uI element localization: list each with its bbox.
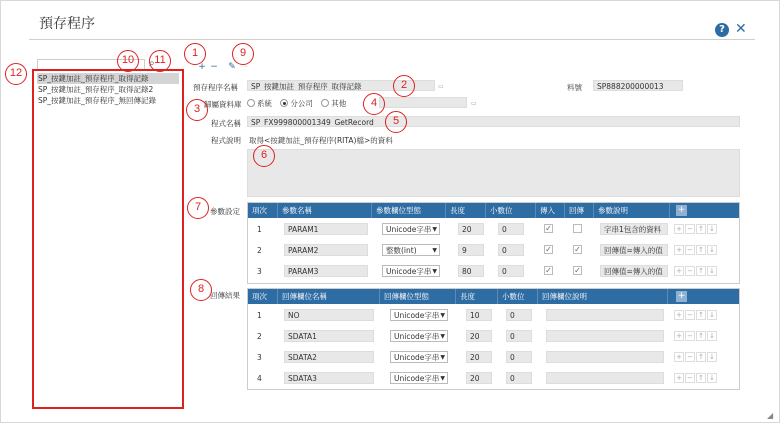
decimals-field[interactable]: 0 (506, 330, 532, 342)
proc-name-field[interactable]: SP_按鍵加註_預存程序_取得記錄 (247, 80, 435, 91)
radio-icon[interactable] (247, 99, 255, 107)
row-up-button[interactable]: ↑ (696, 352, 706, 362)
column-header: 小數位 (498, 289, 538, 304)
procedure-list-item[interactable]: SP_按鍵加註_預存程序_取得記錄 (37, 73, 179, 84)
row-number: 2 (257, 246, 262, 255)
column-header: 小數位 (486, 203, 536, 218)
add-result-button[interactable]: + (677, 291, 686, 301)
results-table-header (248, 289, 739, 304)
page-title: 預存程序 (39, 16, 95, 32)
column-header: 長度 (456, 289, 498, 304)
output-checkbox[interactable]: ✓ (574, 245, 581, 254)
decimals-field[interactable]: 0 (506, 351, 532, 363)
column-header: 回傳 (565, 203, 594, 218)
procedure-list (37, 73, 179, 106)
result-type-select[interactable] (390, 309, 448, 321)
param-name-field[interactable]: PARAM1 (284, 223, 368, 235)
chevron-down-icon: ▼ (432, 226, 437, 233)
column-header: 回傳欄位說明 (538, 289, 668, 304)
row-controls (674, 352, 718, 362)
table-row (248, 307, 739, 329)
row-down-button[interactable]: ↓ (707, 373, 717, 383)
add-param-button[interactable]: + (677, 205, 686, 215)
row-down-button[interactable]: ↓ (707, 331, 717, 341)
row-add-button[interactable]: + (674, 224, 684, 234)
decimals-field[interactable]: 0 (506, 372, 532, 384)
row-controls (674, 310, 718, 320)
annotation-badge: 5 (385, 111, 407, 133)
chevron-down-icon: ▼ (440, 312, 445, 319)
output-checkbox[interactable]: ✓ (574, 266, 581, 275)
table-row (248, 370, 739, 392)
result-type-value: Unicode字串 (394, 353, 440, 362)
row-remove-button[interactable]: − (685, 310, 695, 320)
db-radio-other[interactable] (321, 99, 346, 108)
result-name-field[interactable]: NO (284, 309, 374, 321)
param-type-value: Unicode字串 (386, 225, 432, 234)
annotation-badge: 3 (186, 99, 208, 121)
results-table (247, 288, 740, 390)
row-remove-button[interactable]: − (685, 352, 695, 362)
row-controls (674, 266, 718, 276)
column-header: 項次 (248, 203, 278, 218)
db-radio-group (247, 98, 346, 109)
chevron-down-icon: ▼ (440, 354, 445, 361)
input-checkbox[interactable]: ✓ (545, 266, 552, 275)
table-row (248, 242, 739, 264)
program-name-field[interactable]: SP_FX999800001349_GetRecord (247, 116, 740, 127)
db-label: 歸屬資料庫 (204, 100, 242, 109)
param-type-value: 整數(int) (386, 246, 417, 255)
column-header: 項次 (248, 289, 278, 304)
proc-name-label: 預存程序名稱 (193, 83, 238, 92)
length-field[interactable]: 9 (458, 244, 484, 256)
result-type-value: Unicode字串 (394, 311, 440, 320)
annotation-badge: 10 (117, 50, 139, 72)
db-option-label: 系統 (257, 99, 272, 108)
table-row (248, 221, 739, 243)
row-up-button[interactable]: ↑ (696, 245, 706, 255)
add-button[interactable]: + (198, 62, 206, 72)
row-down-button[interactable]: ↓ (707, 224, 717, 234)
lookup-icon[interactable]: ▭ (438, 83, 444, 90)
annotation-badge: 2 (393, 75, 415, 97)
item-no-label: 料號 (567, 83, 582, 92)
chevron-down-icon: ▼ (432, 247, 437, 254)
db-radio-system[interactable] (247, 99, 272, 108)
row-number: 2 (257, 332, 262, 341)
annotation-badge: 7 (187, 197, 209, 219)
length-field[interactable]: 80 (458, 265, 484, 277)
row-down-button[interactable]: ↓ (707, 266, 717, 276)
decimals-field[interactable]: 0 (498, 223, 524, 235)
annotation-badge: 9 (232, 43, 254, 65)
table-row (248, 349, 739, 371)
row-up-button[interactable]: ↑ (696, 331, 706, 341)
procedure-list-item[interactable]: SP_按鍵加註_預存程序_無回傳記錄 (38, 96, 157, 105)
column-header: 參數欄位型態 (372, 203, 446, 218)
row-down-button[interactable]: ↓ (707, 245, 717, 255)
table-row (248, 263, 739, 285)
row-number: 3 (257, 267, 262, 276)
program-name-label: 程式名稱 (211, 119, 241, 128)
row-up-button[interactable]: ↑ (696, 310, 706, 320)
row-remove-button[interactable]: − (685, 373, 695, 383)
program-desc-label: 程式說明 (211, 136, 241, 145)
decimals-field[interactable]: 0 (498, 265, 524, 277)
decimals-field[interactable]: 0 (498, 244, 524, 256)
procedure-list-highlight (32, 69, 184, 409)
row-controls (674, 373, 718, 383)
column-header: 參數名稱 (278, 203, 372, 218)
item-no-field: SP888200000013 (593, 80, 683, 91)
decimals-field[interactable]: 0 (506, 309, 532, 321)
column-header: 參數說明 (594, 203, 670, 218)
radio-icon[interactable] (321, 99, 329, 107)
results-label: 回傳結果 (210, 291, 240, 300)
row-controls (674, 331, 718, 341)
annotation-badge: 8 (190, 279, 212, 301)
row-up-button[interactable]: ↑ (696, 224, 706, 234)
radio-selected-icon[interactable] (280, 99, 288, 107)
row-add-button[interactable]: + (674, 373, 684, 383)
length-field[interactable]: 20 (466, 330, 492, 342)
result-type-select[interactable] (390, 351, 448, 363)
row-add-button[interactable]: + (674, 245, 684, 255)
row-remove-button[interactable]: − (685, 224, 695, 234)
annotation-badge: 12 (5, 63, 27, 85)
column-header: 回傳欄位型態 (380, 289, 456, 304)
result-type-value: Unicode字串 (394, 374, 440, 383)
annotation-badge: 1 (184, 43, 206, 65)
length-field[interactable]: 20 (466, 351, 492, 363)
length-field[interactable]: 20 (466, 372, 492, 384)
help-icon[interactable]: ? (715, 23, 729, 37)
param-desc-field[interactable]: 回傳值=傳入的值 (600, 244, 668, 256)
procedure-list-item[interactable]: SP_按鍵加註_預存程序_取得記錄2 (38, 85, 154, 94)
chevron-down-icon: ▼ (432, 268, 437, 275)
remove-button[interactable]: − (210, 62, 218, 72)
column-header: 長度 (446, 203, 486, 218)
result-desc-field[interactable] (546, 351, 664, 363)
row-controls (674, 245, 718, 255)
row-add-button[interactable]: + (674, 352, 684, 362)
result-name-field[interactable]: SDATA2 (284, 351, 374, 363)
length-field[interactable]: 20 (458, 223, 484, 235)
program-desc-area[interactable] (247, 149, 740, 197)
db-option-label: 分公司 (290, 99, 313, 108)
db-option-label: 其他 (331, 99, 347, 108)
output-checkbox[interactable] (573, 224, 582, 233)
row-number: 3 (257, 353, 262, 362)
annotation-badge: 11 (149, 50, 171, 72)
row-remove-button[interactable]: − (685, 266, 695, 276)
extra-button[interactable]: ◦ (243, 62, 249, 72)
params-label: 參數設定 (210, 207, 240, 216)
chevron-down-icon: ▼ (440, 333, 445, 340)
lookup-icon[interactable]: ▭ (471, 100, 477, 107)
param-name-field[interactable]: PARAM3 (284, 265, 368, 277)
row-add-button[interactable]: + (674, 310, 684, 320)
param-desc-field[interactable]: 回傳值=傳入的值 (600, 265, 668, 277)
chevron-down-icon: ▼ (440, 375, 445, 382)
row-remove-button[interactable]: − (685, 245, 695, 255)
param-desc-field[interactable]: 字串1包含的資料 (600, 223, 668, 235)
db-other-field[interactable] (379, 97, 467, 108)
row-remove-button[interactable]: − (685, 331, 695, 341)
input-checkbox[interactable]: ✓ (545, 245, 552, 254)
result-name-field[interactable]: SDATA3 (284, 372, 374, 384)
row-down-button[interactable]: ↓ (707, 310, 717, 320)
params-table (247, 202, 740, 284)
column-header: 回傳欄位名稱 (278, 289, 380, 304)
row-up-button[interactable]: ↑ (696, 266, 706, 276)
param-type-value: Unicode字串 (386, 267, 432, 276)
length-field[interactable]: 10 (466, 309, 492, 321)
db-radio-branch[interactable] (280, 99, 313, 108)
row-add-button[interactable]: + (674, 331, 684, 341)
param-type-select[interactable] (382, 265, 440, 277)
result-name-field[interactable]: SDATA1 (284, 330, 374, 342)
result-desc-field[interactable] (546, 330, 664, 342)
edit-button[interactable]: ✎ (228, 62, 236, 72)
row-number: 4 (257, 374, 262, 383)
result-type-value: Unicode字串 (394, 332, 440, 341)
column-header: 傳入 (536, 203, 565, 218)
close-icon[interactable]: ✕ (735, 21, 747, 37)
row-controls (674, 224, 718, 234)
result-desc-field[interactable] (546, 372, 664, 384)
table-row (248, 328, 739, 350)
input-checkbox[interactable]: ✓ (545, 224, 552, 233)
title-divider (29, 39, 755, 40)
result-desc-field[interactable] (546, 309, 664, 321)
search-icon[interactable]: ⌕ (149, 58, 155, 69)
row-add-button[interactable]: + (674, 266, 684, 276)
result-type-select[interactable] (390, 372, 448, 384)
row-number: 1 (257, 225, 262, 234)
param-type-select[interactable] (382, 244, 440, 256)
params-table-header (248, 203, 739, 218)
row-number: 1 (257, 311, 262, 320)
program-desc-text: 取得<按鍵加註_預存程序(RITA)檔>的資料 (249, 136, 393, 145)
row-up-button[interactable]: ↑ (696, 373, 706, 383)
annotation-badge: 6 (253, 145, 275, 167)
param-name-field[interactable]: PARAM2 (284, 244, 368, 256)
resize-grip-icon[interactable]: ◢ (767, 411, 774, 420)
annotation-badge: 4 (363, 93, 385, 115)
result-type-select[interactable] (390, 330, 448, 342)
param-type-select[interactable] (382, 223, 440, 235)
row-down-button[interactable]: ↓ (707, 352, 717, 362)
